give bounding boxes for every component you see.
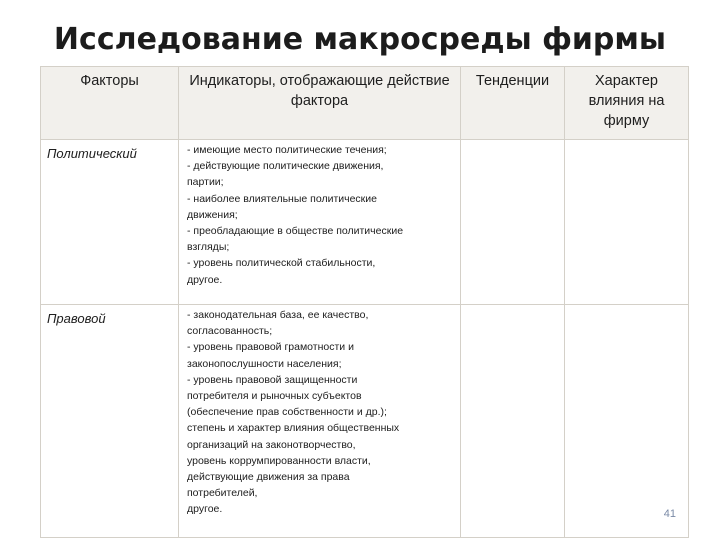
indicator-line: - законодательная база, ее качество,	[187, 309, 369, 321]
indicator-line: - уровень правовой защищенности	[187, 373, 358, 386]
factor-cell: Правовой	[41, 305, 179, 538]
table-row	[41, 305, 689, 538]
indicators-cell	[179, 140, 461, 305]
indicators-cell	[179, 305, 461, 538]
influence-cell	[565, 140, 689, 305]
indicator-line: движения;	[187, 208, 238, 221]
indicator-line: (обеспечение прав собственности и др.);	[187, 406, 387, 419]
indicator-line: другое.	[187, 273, 223, 286]
indicator-line: - уровень правовой грамотности и	[187, 341, 354, 354]
table-row	[41, 140, 689, 305]
header-indicators: Индикаторы, отображающие действие фактора	[179, 67, 461, 140]
indicator-line: партии;	[187, 176, 224, 189]
indicator-line: - имеющие место политические течения;	[187, 144, 387, 156]
indicator-line: взгляды;	[187, 241, 230, 254]
macro-environment-table	[40, 66, 689, 538]
header-influence: Характер влияния на фирму	[565, 67, 689, 140]
indicator-line: потребителя и рыночных субъектов	[187, 390, 362, 403]
indicator-line: - уровень политической стабильности,	[187, 257, 376, 270]
indicator-line: потребителей,	[187, 487, 258, 500]
header-factors: Факторы	[41, 67, 179, 140]
indicator-line: законопослушности населения;	[187, 357, 342, 370]
indicator-line: - наиболее влиятельные политические	[187, 192, 377, 205]
page-number: 41	[663, 508, 676, 520]
indicator-line: степень и характер влияния общественных	[187, 422, 400, 435]
indicator-line: другое.	[187, 503, 223, 516]
indicator-line: - преобладающие в обществе политические	[187, 225, 404, 238]
header-trends: Тенденции	[461, 67, 565, 140]
factor-cell: Политический	[41, 140, 179, 305]
trends-cell	[461, 305, 565, 538]
indicator-line: уровень коррумпированности власти,	[187, 454, 371, 467]
indicator-line: согласованность;	[187, 325, 273, 338]
indicator-line: организаций на законотворчество,	[187, 438, 356, 451]
indicator-line: - действующие политические движения,	[187, 160, 384, 173]
influence-cell	[565, 305, 689, 538]
page-title: Исследование макросреды фирмы	[53, 22, 667, 57]
indicator-line: действующие движения за права	[187, 471, 350, 484]
trends-cell	[461, 140, 565, 305]
header-row	[41, 67, 689, 140]
